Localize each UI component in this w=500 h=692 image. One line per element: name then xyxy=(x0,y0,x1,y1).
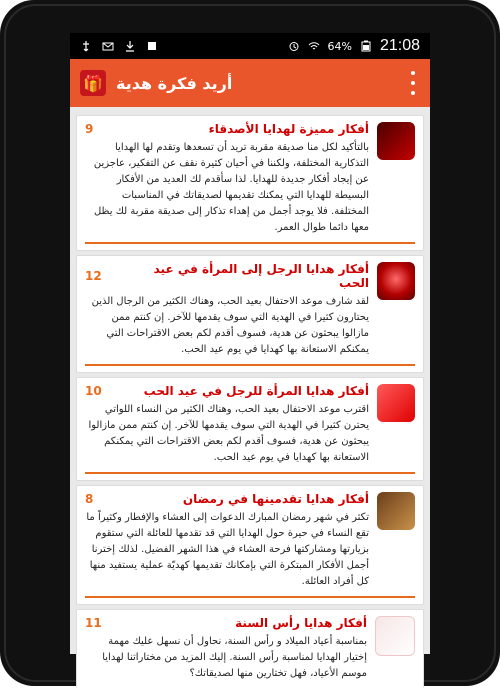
app-icon xyxy=(146,40,158,52)
usb-icon xyxy=(80,40,92,52)
item-count: 11 xyxy=(85,616,102,630)
item-text: بمناسبة أعياد الميلاد و رأس السنة، نحاول أن نسهل عليك مهمة إختيار الهدايا لمناسبة رأس السنة. إليك المزيد من مختاراتنا لهدايا موسم الأعياد، فهل تختارين منها لصديقاتك؟ xyxy=(102,636,367,679)
list-item[interactable] xyxy=(76,609,424,688)
item-text: تكثر في شهر رمضان المبارك الدعوات إلى العشاء والإفطار وكثيراً ما تقع النساء في حيرة حول الهدايا التي قد تقدمها للعائلة التي ستقوم بزيارتها ومشاركتها فرحة العشاء في هذا الشهر الفضيل. لذلك إخترنا أجمل الأفكار المبتكرة التي بإمكانك تقديمها كهديّة عملية يستفيد منها كل أفراد العائلة. xyxy=(86,512,369,587)
status-right xyxy=(288,37,421,55)
divider xyxy=(85,364,415,366)
item-count: 9 xyxy=(85,122,94,136)
list-item[interactable] xyxy=(76,255,424,373)
app-logo: 🎁 xyxy=(80,70,106,96)
overflow-menu-icon[interactable] xyxy=(404,71,422,95)
heart-gift-icon xyxy=(377,262,415,300)
item-title: أفكار هدايا رأس السنة xyxy=(235,616,367,630)
list-item[interactable] xyxy=(76,115,424,251)
app-title: أريد فكرة هدية xyxy=(116,73,233,93)
red-gift-icon xyxy=(377,384,415,422)
item-text: اقترب موعد الاحتفال بعيد الحب، وهناك الكثير من النساء اللواتي يحترن كثيرا في الهدية التي سوف يقدمها للآخر. إن كنتم ممن مازالوا يبحثون عن هدية، فسوف أقدم لكم بعض الاقتراحات التي يمكنكم الاستعانة بها كهدايا في يوم عيد الحب. xyxy=(88,404,369,463)
portrait-photo-icon xyxy=(377,122,415,160)
divider xyxy=(85,596,415,598)
battery-text: 64% xyxy=(327,39,352,53)
item-text: لقد شارف موعد الاحتفال بعيد الحب، وهناك الكثير من الرجال الذين يحتارون كثيرا في الهدية التي سوف يقدمها للآخر. إن كنتم ممن مازالوا يبحثون عن هدية، فسوف أقدم لكم بعض الاقتراحات التي يمكنكم الاستعانة بها كهدايا في يوم عيد الحب. xyxy=(91,296,369,355)
item-count: 8 xyxy=(85,492,94,506)
divider xyxy=(85,242,415,244)
list-item[interactable] xyxy=(76,485,424,605)
item-count: 12 xyxy=(85,269,102,283)
item-title: أفكار هدايا المرأة للرجل في عيد الحب xyxy=(143,384,369,398)
status-left-icons xyxy=(80,40,158,52)
wifi-icon xyxy=(308,40,320,52)
status-bar xyxy=(70,33,430,59)
divider xyxy=(85,472,415,474)
gift-box-icon xyxy=(375,616,415,656)
sweets-tray-icon xyxy=(377,492,415,530)
item-title: أفكار هدايا الرجل إلى المرأة في عيد الحب xyxy=(153,262,369,290)
ideas-list xyxy=(70,107,430,692)
mail-icon xyxy=(102,40,114,52)
alarm-icon xyxy=(288,40,300,52)
battery-icon xyxy=(360,40,372,52)
screen xyxy=(70,33,430,679)
clock: 21:08 xyxy=(379,37,420,54)
list-item[interactable] xyxy=(76,377,424,481)
item-count: 10 xyxy=(85,384,102,398)
app-bar xyxy=(70,59,430,107)
item-text: بالتأكيد لكل منا صديقة مقربة تريد أن تسعدها وتقدم لها الهدايا التذكارية المختلفة، ولكننا في أحيان كثيرة نقف عن التفكير، عاجزين عن إيجاد أفكار جديدة للهدايا. لذا سأقدم لك العديد من الأفكار البسيطة للهدايا التي يمكنك تقديمها لصديقاتك في المناسبات المختلفة. فلا يوجد أجمل من إهداء تذكار إلى صديقة مقربة لك يظل معها دائما طوال العمر. xyxy=(93,142,369,233)
item-title: أفكار مميزة لهدايا الأصدقاء xyxy=(208,122,369,136)
download-icon xyxy=(124,40,136,52)
item-title: أفكار هدايا تقدمينها في رمضان xyxy=(182,492,369,506)
